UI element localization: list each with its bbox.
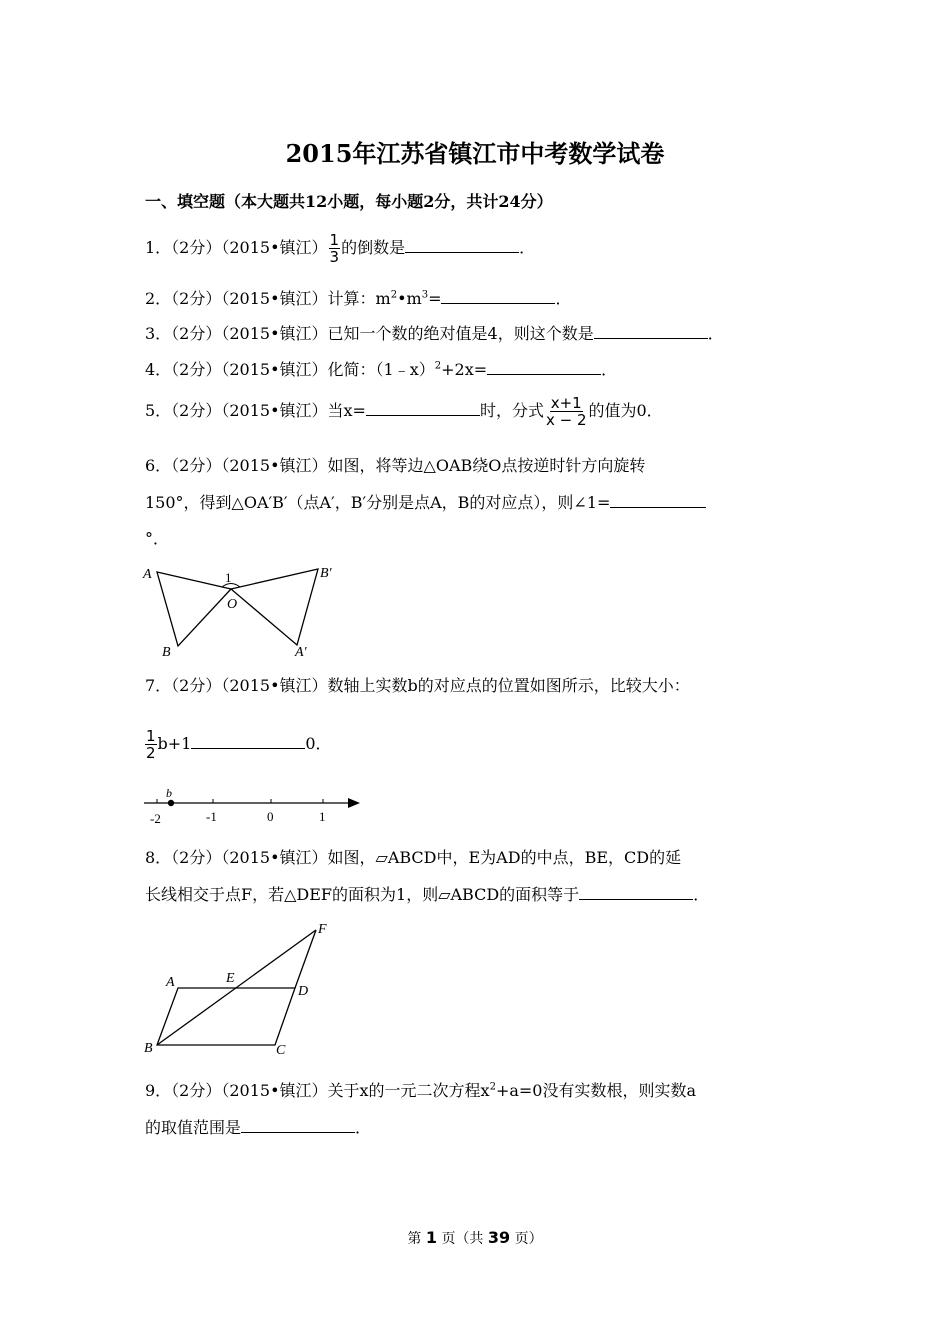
answer-blank[interactable]: [594, 324, 708, 339]
label-a-prime: A′: [295, 645, 307, 660]
number-line: [140, 785, 365, 829]
tick-label: -2: [150, 811, 161, 826]
question-1: 1．（2分）（2015•镇江） $\frac{1}{3}$ 的倒数是 ．: [145, 231, 536, 266]
section-heading: 一、填空题（本大题共12小题，每小题2分，共计24分）: [145, 192, 553, 211]
question-4: 4．（2分）（2015•镇江）化简：（1﹣x）$^2$+2x= ．: [145, 360, 618, 379]
fraction: $\frac{1}{2}$: [146, 727, 156, 762]
answer-blank[interactable]: [441, 289, 555, 304]
point-b: [168, 800, 174, 806]
tick-label: 1: [319, 809, 326, 824]
parallelogram-figure: [140, 918, 340, 1060]
page-footer: 第 1 页（共 39 页）: [407, 1228, 543, 1247]
question-5: 5．（2分）（2015•镇江）当x= 时，分式 $\frac{x+1}{x - 2}$ 的值为0．: [145, 394, 663, 429]
label-angle-1: 1: [225, 570, 232, 585]
fraction: $\frac{1}{3}$: [329, 231, 340, 266]
question-7-line-2: $\frac{1}{2}$ b+1 0．: [146, 727, 332, 762]
page-title: 2015年江苏省镇江市中考数学试卷: [285, 139, 665, 168]
question-6-line-1: 6．（2分）（2015•镇江）如图，将等边△OAB绕O点按逆时针方向旋转: [145, 456, 646, 475]
answer-blank[interactable]: [405, 238, 519, 253]
answer-blank[interactable]: [191, 734, 305, 749]
label-o: O: [227, 597, 238, 612]
line-df: [295, 930, 316, 988]
answer-blank[interactable]: [366, 401, 480, 416]
label-d: D: [298, 984, 309, 999]
question-7-line-1: 7．（2分）（2015•镇江）数轴上实数b的对应点的位置如图所示，比较大小：: [145, 676, 690, 695]
question-9-line-2: 的取值范围是 ．: [145, 1118, 372, 1137]
parallelogram-abcd: [157, 988, 295, 1045]
question-6-line-3: °．: [145, 529, 170, 548]
question-2: 2．（2分）（2015•镇江）计算：$m^2•m^3=$ ．: [145, 289, 572, 308]
tick-label: 0: [267, 809, 274, 824]
label-b-prime: B′: [320, 566, 332, 581]
axis-arrow: [348, 798, 360, 808]
question-8-line-1: 8．（2分）（2015•镇江）如图，▱ABCD中，E为AD的中点，BE，CD的延: [145, 848, 682, 867]
question-6-line-2: 150°，得到△OA′B′（点A′，B′分别是点A，B的对应点），则∠1=: [145, 490, 706, 513]
question-3: 3．（2分）（2015•镇江）已知一个数的绝对值是4，则这个数是 ．: [145, 324, 724, 343]
question-8-line-2: 长线相交于点F，若△DEF的面积为1，则▱ABCD的面积等于 ．: [145, 885, 710, 904]
label-c: C: [276, 1043, 286, 1058]
answer-blank[interactable]: [610, 493, 706, 508]
answer-blank[interactable]: [487, 360, 601, 375]
tick-label: -1: [206, 809, 217, 824]
answer-blank[interactable]: [241, 1118, 355, 1133]
fraction: $\frac{x+1}{x - 2}$: [545, 394, 587, 429]
question-9-line-1: 9．（2分）（2015•镇江）关于x的一元二次方程$x^2+a=0$没有实数根，则实数a: [145, 1081, 697, 1100]
label-e: E: [226, 971, 235, 986]
label-f: F: [318, 922, 327, 937]
label-a: A: [166, 975, 175, 990]
label-b: B: [144, 1041, 153, 1056]
rotation-figure: [140, 560, 350, 660]
answer-blank[interactable]: [579, 885, 693, 900]
label-b: B: [162, 645, 171, 660]
label-a: A: [143, 567, 152, 582]
label-b: b: [166, 786, 172, 800]
triangle-oab: [157, 572, 231, 646]
triangle-oa2b2: [231, 569, 318, 645]
